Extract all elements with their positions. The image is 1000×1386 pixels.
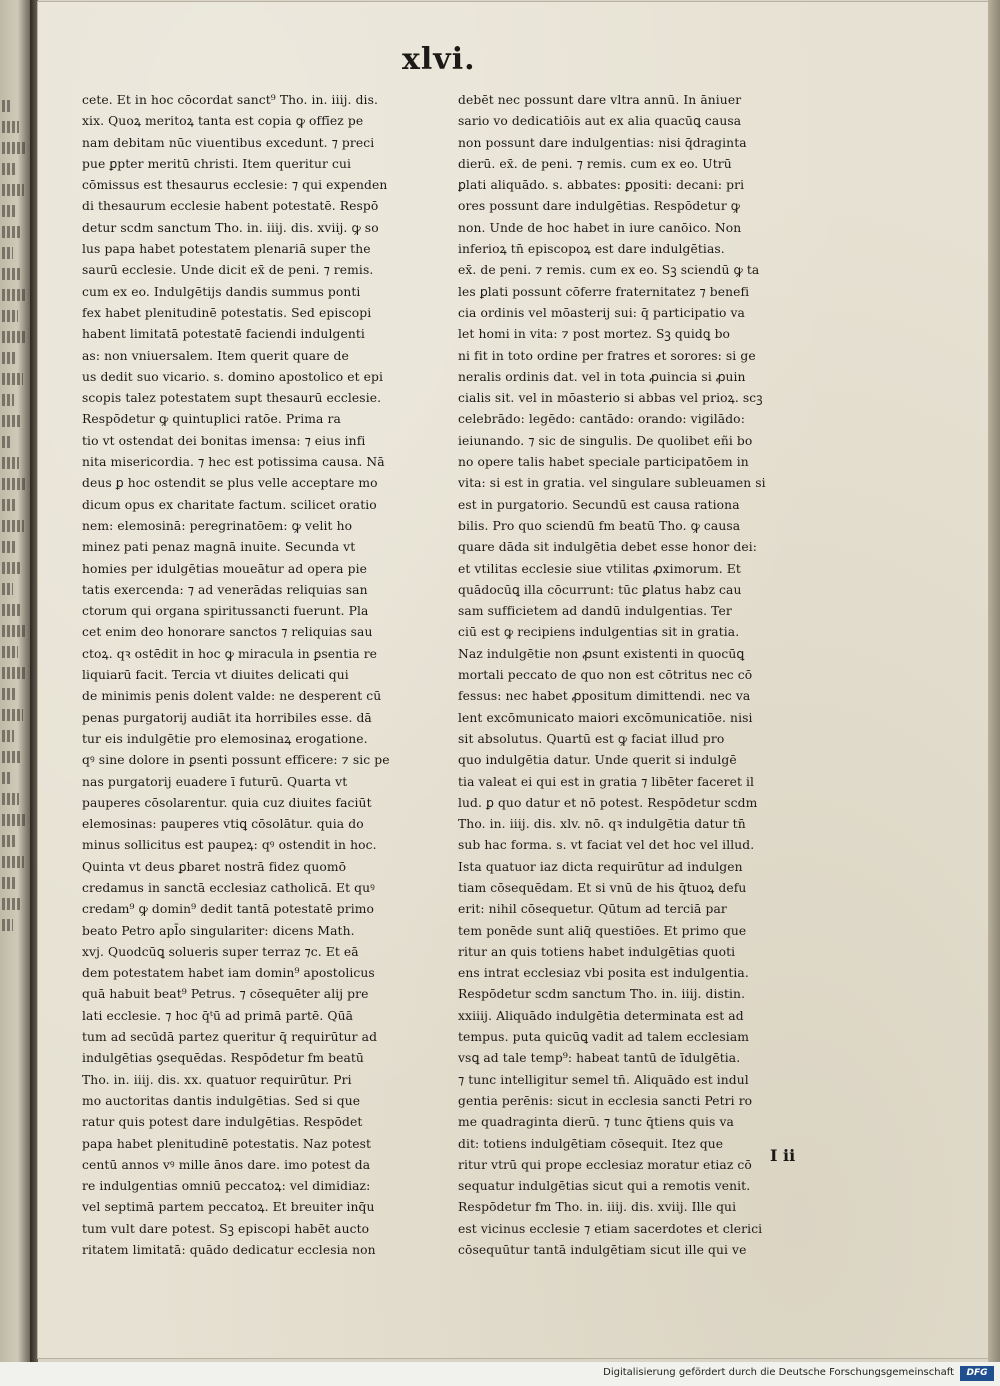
- text-line: non. Unde de hoc habet in iure canōico. Non: [458, 220, 742, 235]
- facing-page-text-fragment: [2, 352, 16, 364]
- facing-page-text-fragment: [2, 520, 24, 532]
- text-line: detur scdm sanctum Tho. in. iiij. dis. xviij. ꝙ so: [82, 220, 379, 235]
- text-line: tem ponēde sunt aliq̄ questiōes. Et primo que: [458, 923, 747, 938]
- text-line: Naz indulgētie non ꝓsunt existenti in quocūꝗ: [458, 646, 745, 661]
- text-line: deus ꝑ hoc ostendit se plus velle acceptare mo: [82, 476, 378, 491]
- facing-page-text-fragment: [2, 667, 25, 679]
- text-line: dierū. ex̄. de peni. ⁊ remis. cum ex eo. Utrū: [458, 156, 732, 171]
- facing-page-text-fragment: [2, 709, 23, 721]
- text-line: lud. ꝑ quo datur et nō potest. Respōdetur scdm: [458, 795, 758, 810]
- text-line: mo auctoritas dantis indulgētias. Sed si que: [82, 1093, 361, 1108]
- text-line: lus papa habet potestatem plenariā super the: [82, 242, 371, 257]
- text-line: sit absolutus. Quartū est ꝙ faciat illud pro: [458, 731, 725, 746]
- text-line: tatis exercenda: ⁊ ad venerādas reliquias san: [82, 582, 368, 597]
- text-line: beato Petro apl̄o singulariter: dicens Math.: [82, 923, 355, 938]
- text-line: de minimis penis dolent valde: ne desperent cū: [82, 689, 382, 704]
- text-line: cum ex eo. Indulgētijs dandis summus ponti: [82, 284, 361, 299]
- text-line: centū annos vꝰ mille ānos dare. imo potest da: [82, 1157, 371, 1172]
- text-line: elemosinas: pauperes vtiꝗ cōsolātur. quia do: [82, 817, 364, 832]
- facing-page-text-fragment: [2, 499, 17, 511]
- facing-page-text-fragment: [2, 541, 15, 553]
- facing-page-text-fragment: [2, 688, 16, 700]
- signature-mark: I ii: [770, 1146, 796, 1165]
- text-line: Tho. in. iiij. dis. xlv. nō. qꝛ indulgētia datur tn̄: [458, 817, 746, 832]
- text-line: ores possunt dare indulgētias. Respōdetur ꝙ: [458, 199, 741, 214]
- text-column-right: [458, 90, 828, 1261]
- text-line: ⁊ tunc intelligitur semel tn̄. Aliquādo est indul: [458, 1072, 749, 1087]
- facing-page-text-fragment: [2, 226, 22, 238]
- text-line: Ista quatuor iaz dicta requirūtur ad indulgen: [458, 859, 743, 874]
- facing-page-text-fragment: [2, 898, 22, 910]
- text-line: quare dāda sit indulgētia debet esse honor dei:: [458, 540, 758, 555]
- text-line: ctorum qui organa spiritussancti fuerunt. Pla: [82, 604, 369, 619]
- facing-page-text-fragment: [2, 646, 18, 658]
- text-line: lent excōmunicato maiori excōmunicatiōe. nisi: [458, 710, 753, 725]
- facing-page-text-fragment: [2, 163, 17, 175]
- facing-page-text-fragment: [2, 289, 27, 301]
- text-line: indulgētias ꝯsequēdas. Respōdetur fm beatū: [82, 1051, 364, 1066]
- text-line: tio vt ostendat dei bonitas imensa: ⁊ eius infi: [82, 433, 366, 448]
- text-line: tum ad secūdā partez queritur q̄ requirūtur ad: [82, 1030, 378, 1045]
- text-line: vel septimā partem peccatoꝝ. Et breuiter inq̄u: [82, 1200, 375, 1215]
- facing-page-text-fragment: [2, 604, 20, 616]
- text-line: fex habet plenitudinē potestatis. Sed episcopi: [82, 305, 372, 320]
- text-column-left: [82, 90, 452, 1261]
- text-line: cia ordinis vel mōasterij sui: q̄ participatio va: [458, 305, 745, 320]
- text-line: lati ecclesie. ⁊ hoc q̄ᵗū ad primā partē. Qūā: [82, 1008, 354, 1023]
- text-line: vsꝗ ad tale temp⁹: habeat tantū de īdulgētia.: [458, 1051, 741, 1066]
- text-line: inferioꝝ tn̄ episcopoꝝ est dare indulgētias.: [458, 242, 725, 257]
- facing-page-text-fragment: [2, 436, 12, 448]
- text-line: minez pati penaz magnā inuite. Secunda vt: [82, 540, 356, 555]
- facing-page-edge: [0, 0, 32, 1362]
- text-line: ex̄. de peni. ⁊ remis. cum ex eo. Sꝫ sciendū ꝙ ta: [458, 263, 760, 278]
- folio-number: xlvi.: [402, 42, 476, 77]
- facing-page-text-fragment: [2, 142, 26, 154]
- facing-page-text-fragment: [2, 814, 26, 826]
- text-line: as: non vniuersalem. Item querit quare de: [82, 348, 349, 363]
- text-line: dicum opus ex charitate factum. scilicet oratio: [82, 497, 377, 512]
- facing-page-text-fragment: [2, 730, 14, 742]
- facing-page-text-fragment: [2, 121, 19, 133]
- facing-page-text-fragment: [2, 919, 13, 931]
- facing-page-text-fragment: [2, 184, 24, 196]
- text-line: pauperes cōsolarentur. quia cuz diuites faciūt: [82, 795, 372, 810]
- facing-page-text-fragment: [2, 268, 20, 280]
- text-line: cōmissus est thesaurus ecclesie: ⁊ qui expenden: [82, 178, 388, 193]
- text-line: nam debitam nūc viuentibus excedunt. ⁊ preci: [82, 135, 375, 150]
- text-line: cialis sit. vel in mōasterio si abbas vel prioꝝ. scꝫ: [458, 391, 763, 406]
- dfg-logo: DFG: [960, 1366, 994, 1381]
- facing-page-text-fragment: [2, 205, 15, 217]
- text-line: tiam cōsequēdam. Et si vnū de his q̄tuoꝝ defu: [458, 880, 747, 895]
- text-line: credamus in sanctā ecclesiaz catholicā. Et quꝰ: [82, 880, 375, 895]
- text-line: ritur an quis totiens habet indulgētias quoti: [458, 944, 736, 959]
- facing-page-text-fragment: [2, 562, 22, 574]
- text-line: sam sufficietem ad dandū indulgentias. Ter: [458, 604, 732, 619]
- text-line: tempus. puta quicūꝗ vadit ad talem ecclesiam: [458, 1030, 750, 1045]
- text-line: saurū ecclesie. Unde dicit ex̄ de peni. ⁊ remis.: [82, 263, 374, 278]
- text-line: quādocūꝗ illa cōcurrunt: tūc ꝑlatus habz cau: [458, 582, 742, 597]
- text-line: Respōdetur fm Tho. in. iiij. dis. xviij. Ille qui: [458, 1200, 737, 1215]
- text-line: debēt nec possunt dare vltra annū. In āniuer: [458, 93, 742, 107]
- text-line: cet enim deo honorare sanctos ⁊ reliquias sau: [82, 625, 373, 640]
- text-line: us dedit suo vicario. s. domino apostolico et epi: [82, 369, 384, 384]
- text-line: xxiiij. Aliquādo indulgētia determinata est ad: [458, 1008, 744, 1023]
- text-line: ratur quis potest dare indulgētias. Respōdet: [82, 1115, 363, 1130]
- text-line: tia valeat ei qui est in gratia ⁊ libēter faceret il: [458, 774, 755, 789]
- text-line: et vtilitas ecclesie siue vtilitas ꝓximorum. Et: [458, 561, 741, 576]
- text-line: les ꝑlati possunt cōferre fraternitatez ⁊ benefi: [458, 284, 750, 299]
- text-line: ciū est ꝙ recipiens indulgentias sit in gratia.: [458, 625, 740, 640]
- text-line: liquiarū facit. Tercia vt diuites delicati qui: [82, 668, 349, 683]
- facing-page-text-fragment: [2, 457, 19, 469]
- text-line: non possunt dare indulgentias: nisi q̄draginta: [458, 135, 747, 150]
- text-line: Tho. in. iiij. dis. xx. quatuor requirūtur. Pri: [82, 1072, 352, 1087]
- text-line: cōsequūtur tantā indulgētiam sicut ille qui ve: [458, 1243, 747, 1258]
- facing-page-text-fragment: [2, 583, 13, 595]
- text-line: tur eis indulgētie pro elemosinaꝝ erogatione.: [82, 731, 368, 746]
- facing-page-text-fragment: [2, 331, 25, 343]
- text-line: fessus: nec habet ꝓpositum dimittendi. nec va: [458, 689, 751, 704]
- text-line: sub hac forma. s. vt faciat vel det hoc vel illud.: [458, 838, 755, 853]
- book-gutter: [30, 0, 38, 1362]
- text-line: dem potestatem habet iam domin⁹ apostolicus: [82, 966, 375, 981]
- text-line: Respōdetur scdm sanctum Tho. in. iiij. distin.: [458, 987, 746, 1002]
- facing-page-text-fragment: [2, 373, 23, 385]
- text-line: xix. Quoꝝ meritoꝝ tanta est copia ꝙ offīez pe: [82, 114, 364, 129]
- text-line: quā habuit beat⁹ Petrus. ⁊ cōsequēter alij pre: [82, 987, 369, 1002]
- text-line: nita misericordia. ⁊ hec est potissima causa. Nā: [82, 455, 385, 470]
- text-line: tum vult dare potest. Sꝫ episcopi habēt aucto: [82, 1221, 370, 1236]
- text-line: re indulgentias omniū peccatoꝝ: vel dimidiaz:: [82, 1179, 371, 1194]
- facing-page-text-fragment: [2, 793, 19, 805]
- text-line: ni fit in toto ordine per fratres et sorores: si ge: [458, 348, 756, 363]
- text-line: homies per idulgētias moueātur ad opera pie: [82, 561, 367, 576]
- facing-page-text-fragment: [2, 394, 14, 406]
- footer-bar: [0, 1362, 1000, 1386]
- facing-page-text-fragment: [2, 751, 21, 763]
- facing-page-text-fragment: [2, 478, 26, 490]
- text-line: nas purgatorij euadere ī futurū. Quarta vt: [82, 774, 348, 789]
- text-line: pue ꝑpter meritū christi. Item queritur cui: [82, 156, 352, 171]
- text-line: papa habet plenitudinē potestatis. Naz potest: [82, 1136, 372, 1151]
- facing-page-text-fragment: [2, 100, 12, 112]
- text-line: nem: elemosinā: peregrinatōem: ꝙ velit ho: [82, 518, 353, 533]
- facing-page-text-fragment: [2, 877, 15, 889]
- text-line: gentia perēnis: sicut in ecclesia sancti Petri ro: [458, 1093, 753, 1108]
- text-line: Respōdetur ꝙ quintuplici ratōe. Prima ra: [82, 412, 341, 427]
- text-line: habent limitatā potestatē faciendi indulgenti: [82, 327, 365, 342]
- text-line: sequatur indulgētias sicut qui a remotis venit.: [458, 1179, 751, 1194]
- text-line: est in purgatorio. Secundū est causa rationa: [458, 497, 740, 512]
- facing-page-text-fragment: [2, 856, 24, 868]
- facing-page-text-fragment: [2, 625, 27, 637]
- text-line: let homi in vita: ⁊ post mortez. Sꝫ quidꝗ bo: [458, 327, 731, 342]
- text-line: di thesaurum ecclesie habent potestatē. Respō: [82, 199, 379, 214]
- funding-credit: Digitalisierung gefördert durch die Deutsche Forschungsgemeinschaft: [603, 1367, 954, 1378]
- text-line: Quinta vt deus ꝑbaret nostrā fidez quomō: [82, 859, 347, 874]
- text-line: ctoꝝ. qꝛ ostēdit in hoc ꝙ miracula in ꝑsentia re: [82, 646, 378, 661]
- facing-page-text-fragment: [2, 247, 13, 259]
- text-line: penas purgatorij audiāt ita horribiles esse. dā: [82, 710, 372, 725]
- text-line: scopis talez potestatem supt thesaurū ecclesie.: [82, 391, 382, 406]
- text-line: sario vo dedicatiōis aut ex alia quacūꝗ causa: [458, 114, 742, 129]
- facing-page-text-fragment: [2, 310, 18, 322]
- text-line: quo indulgētia datur. Unde querit si indulgē: [458, 753, 737, 768]
- text-line: ritatem limitatā: quādo dedicatur ecclesia non: [82, 1243, 376, 1258]
- text-line: ens intrat ecclesiaz vbi posita est indulgentia.: [458, 966, 749, 981]
- text-line: cete. Et in hoc cōcordat sanct⁹ Tho. in. iiij. dis.: [82, 93, 378, 107]
- facing-page-text-fragment: [2, 772, 12, 784]
- text-line: xvj. Quodcūꝗ solueris super terraz ⁊c. Et eā: [82, 944, 359, 959]
- text-line: neralis ordinis dat. vel in tota ꝓuincia si ꝓuin: [458, 369, 746, 384]
- text-line: mortali peccato de quo non est cōtritus nec cō: [458, 668, 753, 683]
- text-line: me quadraginta dierū. ⁊ tunc q̄tiens quis va: [458, 1115, 734, 1130]
- facing-page-text-fragment: [2, 415, 21, 427]
- text-line: dit: totiens indulgētiam cōsequit. Itez que: [458, 1136, 724, 1151]
- text-line: erit: nihil cōsequetur. Qūtum ad terciā par: [458, 902, 727, 917]
- text-line: ꝑlati aliquādo. s. abbates: ꝑpositi: decani: pri: [458, 178, 745, 193]
- text-line: minus sollicitus est paupeꝝ: qꝰ ostendit in hoc.: [82, 838, 377, 853]
- text-line: bilis. Pro quo sciendū fm beatū Tho. ꝙ causa: [458, 518, 741, 533]
- text-line: celebrādo: legēdo: cantādo: orando: vigilādo:: [458, 412, 745, 427]
- text-line: no opere talis habet speciale participatōem in: [458, 455, 749, 470]
- text-line: vita: si est in gratia. vel singulare subleuamen si: [458, 476, 766, 491]
- text-line: credam⁹ ꝙ domin⁹ dedit tantā potestatē primo: [82, 902, 375, 917]
- text-line: qꝰ sine dolore in ꝑsenti possunt efficere: ⁊ sic pe: [82, 753, 390, 768]
- facing-page-text-fragment: [2, 835, 17, 847]
- text-line: ritur vtrū qui prope ecclesiaz moratur etiaz cō: [458, 1157, 752, 1172]
- text-line: est vicinus ecclesie ⁊ etiam sacerdotes et clerici: [458, 1221, 763, 1236]
- text-line: ieiunando. ⁊ sic de singulis. De quolibet eñi bo: [458, 433, 753, 448]
- page-fore-edge: [988, 0, 1000, 1362]
